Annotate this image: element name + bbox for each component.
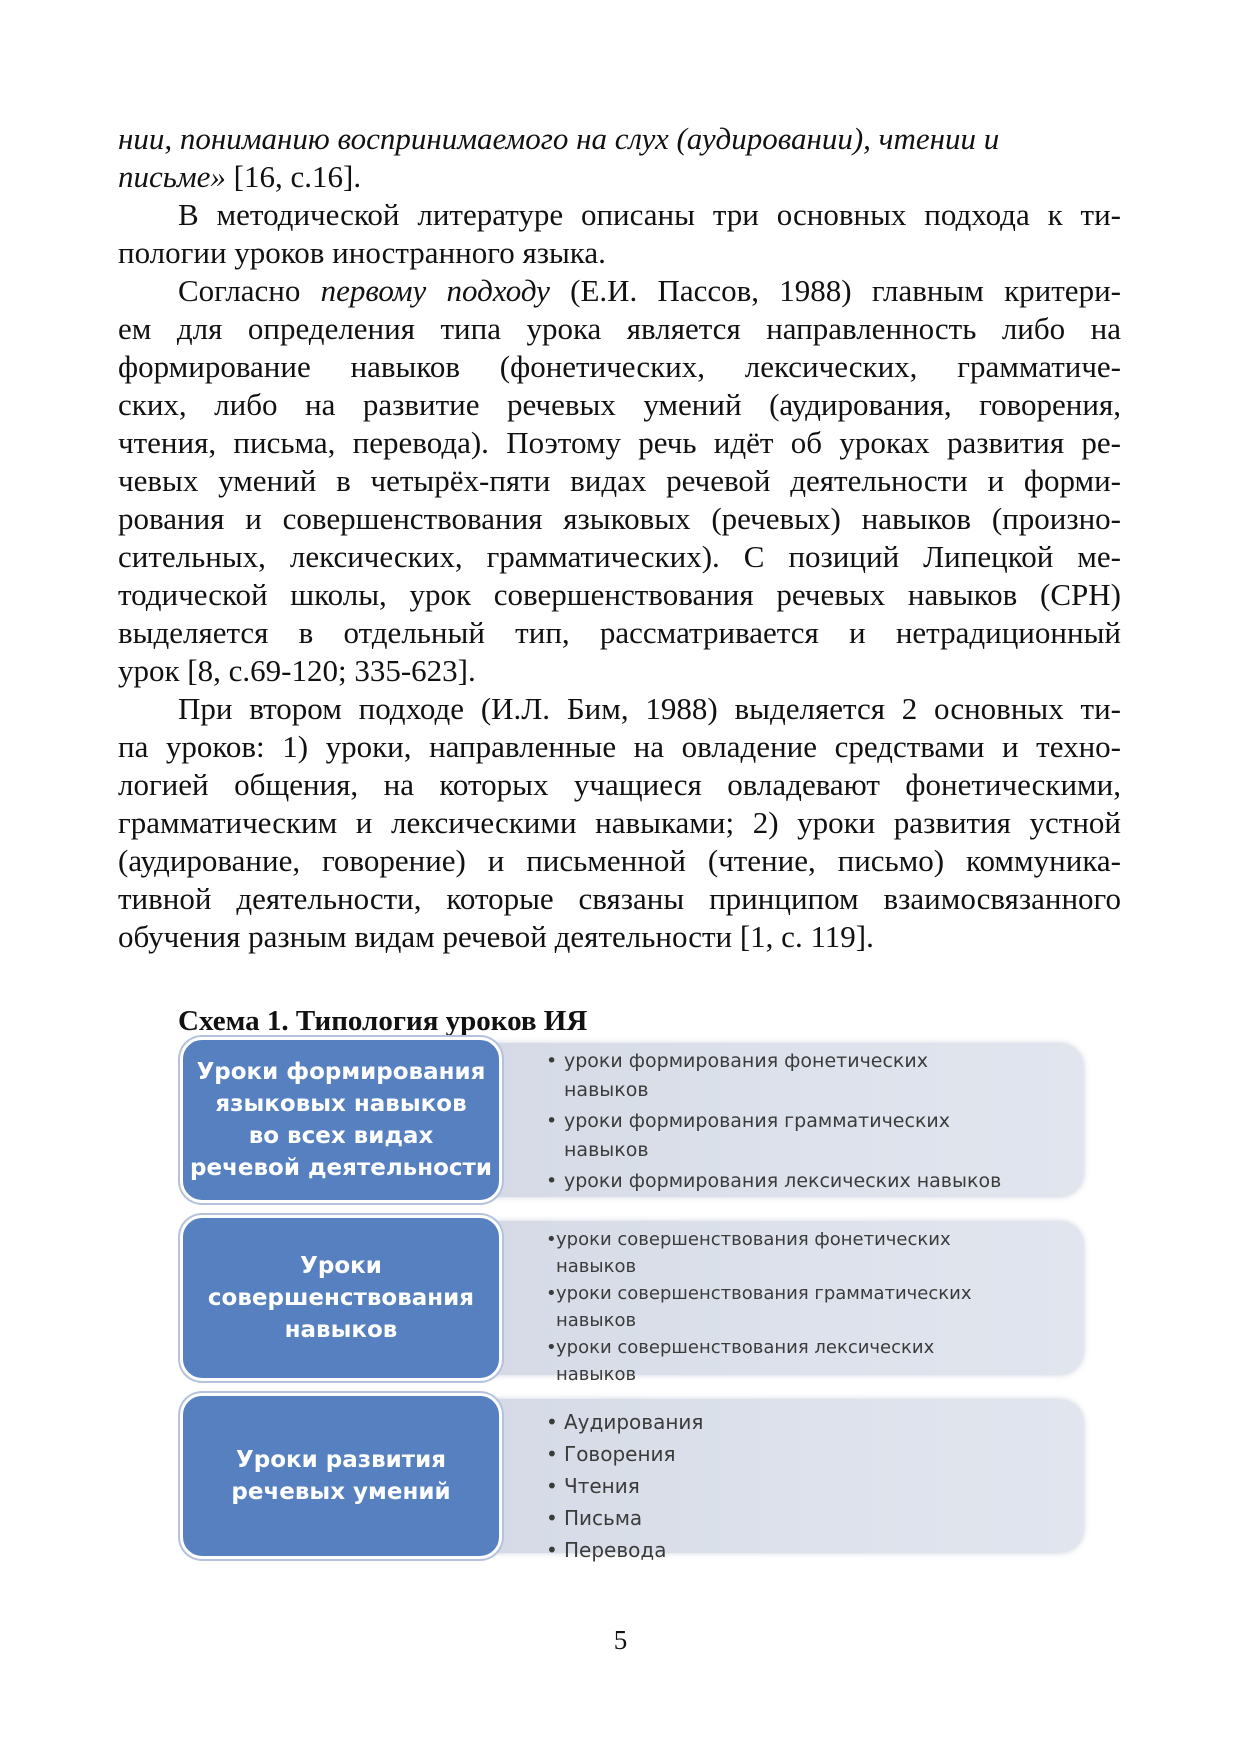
heading-line: речевых умений <box>231 1479 451 1505</box>
heading-line: Уроки формирования <box>196 1059 486 1085</box>
scheme-row-skill-improvement <box>180 1215 1084 1385</box>
text-line: тивной деятельности, которые связаны принципом взаимосвязанного <box>118 881 1121 916</box>
text-line: чевых умений в четырёх-пяти видах речевой деятельности и форми- <box>118 463 1121 498</box>
list-item: • уроки формирования фонетических навыков <box>546 1047 1001 1105</box>
text-line: пологии уроков иностранного языка. <box>118 235 606 270</box>
list-item: • Перевода <box>546 1534 703 1566</box>
scheme-row-heading <box>180 1393 502 1559</box>
heading-line: совершенствования <box>207 1285 475 1311</box>
scheme-row-list <box>546 1226 972 1388</box>
heading-line: Уроки развития <box>236 1447 446 1473</box>
list-item: • уроки совершенствования фонетических навыков <box>546 1226 972 1280</box>
text-line: ских, либо на развитие речевых умений (аудирования, говорения, <box>118 387 1121 422</box>
text-line: логией общения, на которых учащиеся овладевают фонетическими, <box>118 767 1121 802</box>
text-line: выделяется в отдельный тип, рассматривается и нетрадиционный <box>118 615 1121 650</box>
list-item: • Чтения <box>546 1470 703 1502</box>
list-item: • уроки совершенствования лексических навыков <box>546 1334 972 1388</box>
heading-line: Уроки <box>300 1253 382 1279</box>
text-line: В методической литературе описаны три основных подхода к ти- <box>178 197 1121 232</box>
scheme-row-speech-abilities <box>180 1393 1084 1562</box>
text-line: грамматическим и лексическими навыками; 2) уроки развития устной <box>118 805 1121 840</box>
scheme-row-heading <box>180 1215 502 1381</box>
text-line: обучения разным видам речевой деятельности [1, с. 119]. <box>118 919 874 954</box>
text-line: (аудирование, говорение) и письменной (чтение, письмо) коммуника- <box>118 843 1121 878</box>
heading-line: навыков <box>284 1317 398 1343</box>
text-line: ем для определения типа урока является направленность либо на <box>118 311 1121 346</box>
text-line: сительных, лексических, грамматических). С позиций Липецкой ме- <box>118 539 1121 574</box>
list-item: • Говорения <box>546 1438 703 1470</box>
list-item: • уроки формирования лексических навыков <box>546 1167 1001 1196</box>
text-line: При втором подходе (И.Л. Бим, 1988) выделяется 2 основных ти- <box>178 691 1121 726</box>
text-line: Согласно первому подходу (Е.И. Пассов, 1988) главным критери- <box>178 273 1121 308</box>
list-item: • уроки формирования грамматических навыков <box>546 1107 1001 1165</box>
text-line: чтения, письма, перевода). Поэтому речь идёт об уроках развития ре- <box>118 425 1121 460</box>
text-line: па уроков: 1) уроки, направленные на овладение средствами и техно- <box>118 729 1121 764</box>
text-line: урок [8, с.69-120; 335-623]. <box>118 653 476 688</box>
text-line: формирование навыков (фонетических, лексических, грамматиче- <box>118 349 1121 384</box>
scheme-row-language-skills <box>180 1037 1084 1203</box>
list-item: • Письма <box>546 1502 703 1534</box>
heading-line: речевой деятельности <box>190 1155 492 1181</box>
scheme-row-heading <box>180 1037 502 1203</box>
heading-line: во всех видах <box>248 1123 434 1149</box>
scheme-row-list <box>546 1406 703 1566</box>
heading-line: языковых навыков <box>215 1091 467 1117</box>
text-line: письме» [16, с.16]. <box>118 159 362 194</box>
scheme-title: Схема 1. Типология уроков ИЯ <box>178 1005 588 1037</box>
text-line: рования и совершенствования языковых (речевых) навыков (произно- <box>118 501 1121 536</box>
page-number: 5 <box>613 1625 628 1655</box>
list-item: • Аудирования <box>546 1406 703 1438</box>
text-line: тодической школы, урок совершенствования речевых навыков (СРН) <box>118 577 1121 612</box>
list-item: • уроки совершенствования грамматических навыков <box>546 1280 972 1334</box>
scheme-row-list <box>546 1047 1001 1198</box>
text-line: нии, пониманию воспринимаемого на слух (аудировании), чтении и <box>118 121 1000 156</box>
